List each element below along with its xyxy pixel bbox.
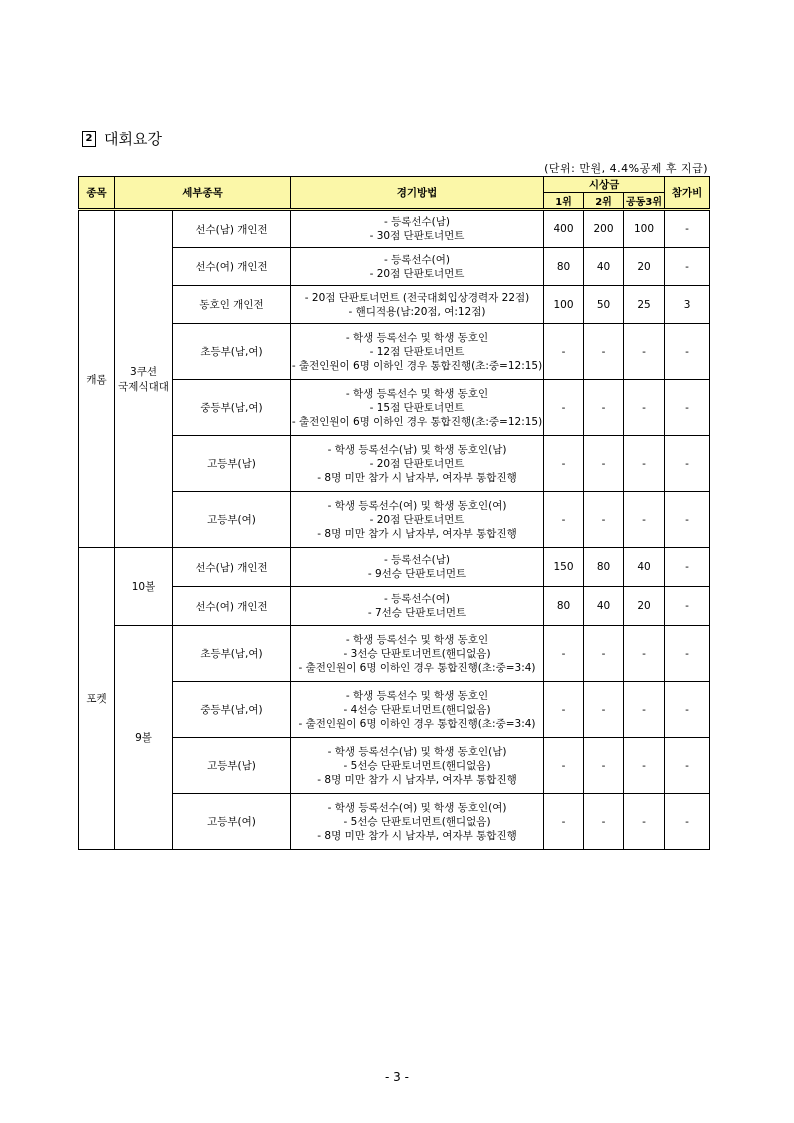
prize-first: 80 <box>544 248 584 286</box>
header-method: 경기방법 <box>291 177 544 210</box>
sub-event-cell: 9볼 <box>115 626 173 850</box>
method-line: - 8명 미만 참가 시 남자부, 여자부 통합진행 <box>317 527 517 540</box>
detail-cell: 선수(여) 개인전 <box>173 248 291 286</box>
sub-event-cell <box>115 210 173 548</box>
method-line: - 등록선수(여) <box>383 253 451 266</box>
method-line: - 등록선수(남) <box>383 554 451 566</box>
table-row <box>79 380 710 436</box>
prize-second: 80 <box>584 548 624 587</box>
table-row <box>79 587 710 626</box>
sub-event-line: 국제식대대 <box>118 381 169 393</box>
prize-first: 400 <box>544 210 584 248</box>
prize-first: - <box>544 436 584 492</box>
prize-third: - <box>624 380 665 436</box>
method-cell <box>291 548 544 587</box>
prize-first: 150 <box>544 548 584 587</box>
prize-second: - <box>584 324 624 380</box>
sub-event-cell: 10볼 <box>115 548 173 626</box>
fee-cell: - <box>665 210 710 248</box>
method-line: - 학생 등록선수(여) 및 학생 동호인(여) <box>327 801 507 814</box>
prize-second: - <box>584 738 624 794</box>
method-cell <box>291 324 544 380</box>
method-line: - 20점 단판토너먼트 (전국대회입상경력자 22점) <box>304 291 530 304</box>
header-second: 2위 <box>584 193 624 210</box>
method-line: - 20점 단판토너먼트 <box>369 513 465 526</box>
prize-third: 100 <box>624 210 665 248</box>
method-cell <box>291 682 544 738</box>
method-line: - 등록선수(여) <box>383 593 451 605</box>
detail-cell: 고등부(남) <box>173 436 291 492</box>
method-line: - 출전인원이 6명 이하인 경우 통합진행(초:중=12:15) <box>291 415 543 428</box>
prize-first: 80 <box>544 587 584 626</box>
method-line: - 학생 등록선수 및 학생 동호인 <box>345 331 489 344</box>
header-prize: 시상금 <box>544 177 665 193</box>
method-line: - 5선승 단판토너먼트(핸디없음) <box>343 759 491 772</box>
method-line: - 8명 미만 참가 시 남자부, 여자부 통합진행 <box>317 471 517 484</box>
method-line: - 15점 단판토너먼트 <box>369 401 465 414</box>
method-line: - 20점 단판토너먼트 <box>369 457 465 470</box>
method-line: - 7선승 단판토너먼트 <box>367 607 467 619</box>
detail-cell: 중등부(남,여) <box>173 380 291 436</box>
prize-second: - <box>584 626 624 682</box>
event-cell: 포켓 <box>79 548 115 850</box>
prize-third: - <box>624 626 665 682</box>
method-line: - 12점 단판토너먼트 <box>369 345 465 358</box>
detail-cell: 초등부(남,여) <box>173 626 291 682</box>
prize-second: - <box>584 682 624 738</box>
prize-third: - <box>624 738 665 794</box>
table-row <box>79 324 710 380</box>
table-row <box>79 682 710 738</box>
prize-third: 20 <box>624 587 665 626</box>
fee-cell: - <box>665 380 710 436</box>
header-fee: 참가비 <box>665 177 710 210</box>
method-line: - 학생 등록선수 및 학생 동호인 <box>345 633 489 646</box>
fee-cell: - <box>665 548 710 587</box>
prize-third: 25 <box>624 286 665 324</box>
detail-cell: 고등부(남) <box>173 738 291 794</box>
prize-second: - <box>584 436 624 492</box>
prize-third: - <box>624 492 665 548</box>
method-cell <box>291 794 544 850</box>
section-title: 대회요강 <box>104 130 162 148</box>
method-line: - 학생 등록선수(남) 및 학생 동호인(남) <box>327 745 507 758</box>
table-row <box>79 738 710 794</box>
detail-cell: 고등부(여) <box>173 492 291 548</box>
prize-second: 200 <box>584 210 624 248</box>
method-line: - 9선승 단판토너먼트 <box>367 568 467 580</box>
method-line: - 학생 등록선수(남) 및 학생 동호인(남) <box>327 443 507 456</box>
prize-first: - <box>544 682 584 738</box>
page-number: - 3 - <box>385 1070 409 1084</box>
method-line: - 8명 미만 참가 시 남자부, 여자부 통합진행 <box>317 829 517 842</box>
prize-third: - <box>624 436 665 492</box>
fee-cell: - <box>665 738 710 794</box>
method-cell <box>291 380 544 436</box>
method-line: - 학생 등록선수 및 학생 동호인 <box>345 689 489 702</box>
detail-cell: 고등부(여) <box>173 794 291 850</box>
prize-first: - <box>544 794 584 850</box>
header-event: 종목 <box>79 177 115 210</box>
method-line: - 핸디적용(남:20점, 여:12점) <box>348 305 486 318</box>
fee-cell: - <box>665 248 710 286</box>
fee-cell: - <box>665 492 710 548</box>
fee-cell: - <box>665 587 710 626</box>
method-line: - 출전인원이 6명 이하인 경우 통합진행(초:중=12:15) <box>291 359 543 372</box>
prize-first: - <box>544 626 584 682</box>
method-cell <box>291 626 544 682</box>
detail-cell: 선수(여) 개인전 <box>173 587 291 626</box>
header-first: 1위 <box>544 193 584 210</box>
prize-third: 20 <box>624 248 665 286</box>
method-cell <box>291 738 544 794</box>
competition-table <box>78 176 710 850</box>
method-cell <box>291 210 544 248</box>
prize-first: - <box>544 380 584 436</box>
detail-cell: 초등부(남,여) <box>173 324 291 380</box>
detail-cell: 중등부(남,여) <box>173 682 291 738</box>
method-line: - 학생 등록선수(여) 및 학생 동호인(여) <box>327 499 507 512</box>
prize-second: 50 <box>584 286 624 324</box>
prize-second: 40 <box>584 248 624 286</box>
detail-cell: 동호인 개인전 <box>173 286 291 324</box>
fee-cell: - <box>665 324 710 380</box>
method-line: - 20점 단판토너먼트 <box>369 267 465 280</box>
prize-third: - <box>624 794 665 850</box>
section-number: 2 <box>82 131 96 147</box>
method-line: - 5선승 단판토너먼트(핸디없음) <box>343 815 491 828</box>
method-cell <box>291 587 544 626</box>
prize-second: - <box>584 794 624 850</box>
fee-cell: - <box>665 626 710 682</box>
prize-third: - <box>624 324 665 380</box>
table-row <box>79 492 710 548</box>
header-sub-event: 세부종목 <box>115 177 291 210</box>
prize-third: 40 <box>624 548 665 587</box>
fee-cell: 3 <box>665 286 710 324</box>
fee-cell: - <box>665 436 710 492</box>
sub-event-line: 3쿠션 <box>130 366 157 378</box>
method-line: - 30점 단판토너먼트 <box>369 230 465 242</box>
method-line: - 학생 등록선수 및 학생 동호인 <box>345 387 489 400</box>
prize-first: - <box>544 324 584 380</box>
method-cell <box>291 436 544 492</box>
prize-first: 100 <box>544 286 584 324</box>
table-row <box>79 548 710 587</box>
table-row <box>79 210 710 248</box>
detail-cell: 선수(남) 개인전 <box>173 548 291 587</box>
method-cell <box>291 492 544 548</box>
section-heading <box>82 128 162 149</box>
table-row <box>79 794 710 850</box>
method-cell <box>291 248 544 286</box>
prize-third: - <box>624 682 665 738</box>
table-row <box>79 286 710 324</box>
method-line: - 8명 미만 참가 시 남자부, 여자부 통합진행 <box>317 773 517 786</box>
prize-second: - <box>584 492 624 548</box>
prize-second: 40 <box>584 587 624 626</box>
table-row <box>79 626 710 682</box>
method-cell <box>291 286 544 324</box>
table-row <box>79 436 710 492</box>
header-third: 공동3위 <box>624 193 665 210</box>
prize-first: - <box>544 738 584 794</box>
method-line: - 3선승 단판토너먼트(핸디없음) <box>343 647 491 660</box>
method-line: - 출전인원이 6명 이하인 경우 통합진행(초:중=3:4) <box>298 661 536 674</box>
prize-first: - <box>544 492 584 548</box>
method-line: - 출전인원이 6명 이하인 경우 통합진행(초:중=3:4) <box>298 717 536 730</box>
prize-second: - <box>584 380 624 436</box>
method-line: - 등록선수(남) <box>383 216 451 228</box>
detail-cell: 선수(남) 개인전 <box>173 210 291 248</box>
unit-note: (단위: 만원, 4.4%공제 후 지급) <box>544 162 708 175</box>
method-line: - 4선승 단판토너먼트(핸디없음) <box>343 703 491 716</box>
table-row <box>79 248 710 286</box>
fee-cell: - <box>665 794 710 850</box>
event-cell: 캐롬 <box>79 210 115 548</box>
fee-cell: - <box>665 682 710 738</box>
